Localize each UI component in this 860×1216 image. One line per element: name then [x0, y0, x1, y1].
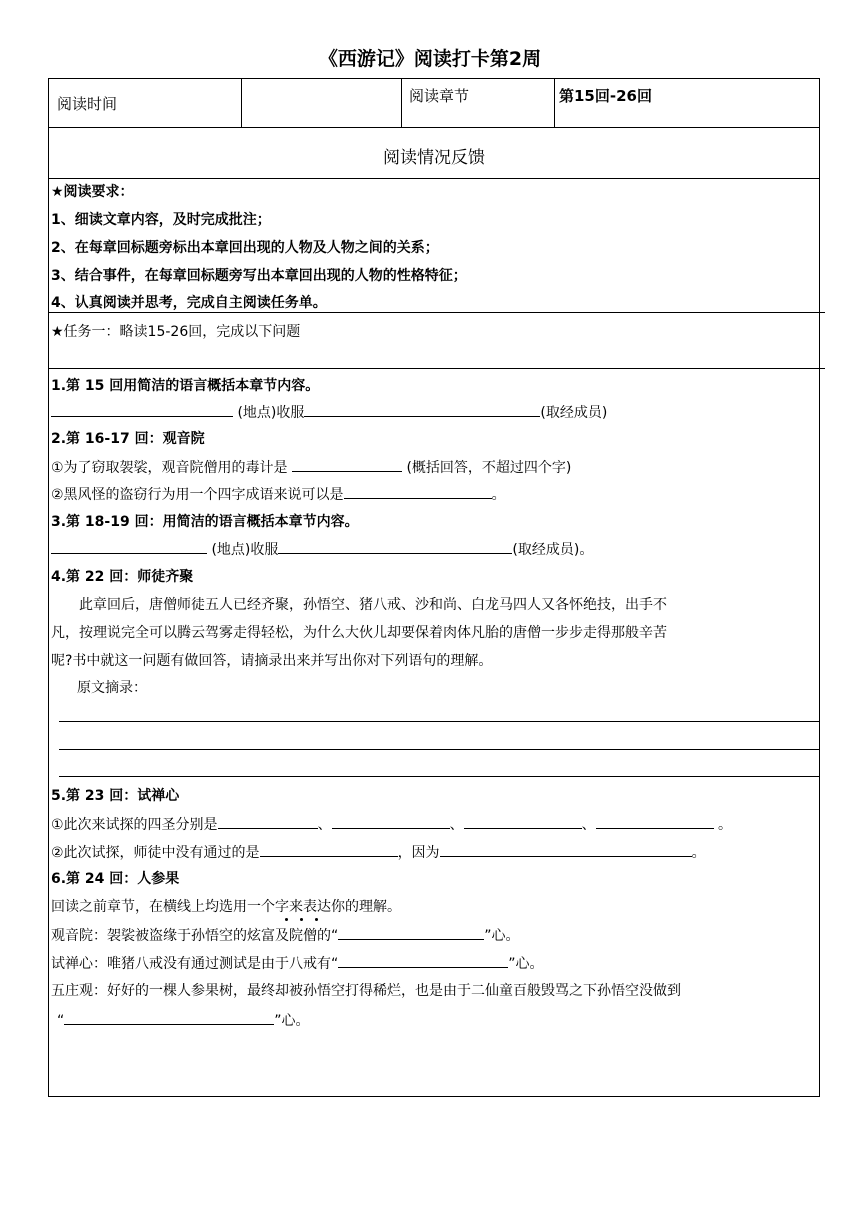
q3-member-blank[interactable] — [278, 539, 512, 554]
q6-line-4: “ ”心。 — [57, 1010, 310, 1031]
q3-answer-line: (地点)收服 (取经成员)。 — [51, 539, 593, 560]
feedback-form — [48, 78, 820, 1097]
q4-excerpt-label: 原文摘录： — [77, 680, 147, 696]
q5-a-blank[interactable] — [596, 814, 714, 829]
section-title: 阅读情况反馈 — [383, 148, 485, 168]
q5-b-reason-blank[interactable] — [440, 842, 692, 857]
divider — [49, 178, 819, 179]
q6-heading: 6.第 24 回：人参果 — [51, 871, 180, 887]
q1-member-blank[interactable] — [304, 402, 540, 417]
q3-heading: 3.第 18-19 回：用简洁的语言概括本章节内容。 — [51, 514, 359, 530]
emphasis-dot — [315, 918, 318, 921]
q6-intro: 回读之前章节，在横线上均选用一个字来表达你的理解。 — [51, 899, 401, 915]
q6-line-1: 观音院：袈裟被盗缘于孙悟空的炫富及院僧的“ ”心。 — [51, 925, 520, 946]
q2-a-blank[interactable] — [292, 457, 402, 472]
q5-a-blank[interactable] — [464, 814, 582, 829]
requirement-item: 2、在每章回标题旁标出本章回出现的人物及人物之间的关系； — [51, 240, 439, 256]
writing-line[interactable] — [59, 776, 819, 777]
divider — [49, 368, 825, 369]
q5-b-blank[interactable] — [260, 842, 398, 857]
divider — [401, 79, 402, 127]
q4-paragraph: 此章回后，唐僧师徒五人已经齐聚，孙悟空、猪八戒、沙和尚、白龙马四人又各怀绝技，出手不 — [79, 597, 667, 613]
divider — [554, 79, 555, 127]
q2-question-b: ②黑风怪的盗窃行为用一个四字成语来说可以是 。 — [51, 484, 506, 505]
q5-a-blank[interactable] — [218, 814, 318, 829]
divider — [49, 312, 825, 313]
chapter-label: 阅读章节 — [409, 87, 470, 105]
q6-line-3: 五庄观：好好的一棵人参果树，最终却被孙悟空打得稀烂，也是由于二仙童百般毁骂之下孙悟空没做到 — [51, 983, 681, 999]
q2-heading: 2.第 16-17 回：观音院 — [51, 431, 205, 447]
q6-line-2: 试禅心：唯猪八戒没有通过测试是由于八戒有“ ”心。 — [51, 953, 544, 974]
writing-line[interactable] — [59, 721, 819, 722]
writing-line[interactable] — [59, 749, 819, 750]
requirement-item: 4、认真阅读并思考，完成自主阅读任务单。 — [51, 295, 327, 311]
q2-question-a: ①为了窃取袈裟，观音院僧用的毒计是 (概括回答，不超过四个字) — [51, 457, 571, 478]
q2-b-blank[interactable] — [344, 484, 492, 499]
requirements-heading: ★阅读要求： — [51, 184, 134, 200]
task1-heading: ★任务一：略读15-26回，完成以下问题 — [51, 324, 301, 340]
emphasis-dot — [300, 918, 303, 921]
q1-place-blank[interactable] — [51, 402, 233, 417]
q5-question-a: ①此次来试探的四圣分别是 、 、 、 。 — [51, 814, 732, 835]
q5-heading: 5.第 23 回：试禅心 — [51, 788, 180, 804]
q5-a-blank[interactable] — [332, 814, 450, 829]
q4-paragraph: 呢?书中就这一问题有做回答，请摘录出来并写出你对下列语句的理解。 — [51, 653, 493, 669]
q6-blank-2[interactable] — [338, 953, 508, 968]
reading-time-label: 阅读时间 — [57, 95, 118, 113]
emphasis-dot — [285, 918, 288, 921]
q1-answer-line: (地点)收服 (取经成员) — [51, 402, 607, 423]
divider — [241, 79, 242, 127]
q6-blank-3[interactable] — [64, 1010, 274, 1025]
q1-heading: 1.第 15 回用简洁的语言概括本章节内容。 — [51, 378, 320, 394]
requirement-item: 1、细读文章内容，及时完成批注； — [51, 212, 271, 228]
requirement-item: 3、结合事件，在每章回标题旁写出本章回出现的人物的性格特征； — [51, 268, 467, 284]
q6-blank-1[interactable] — [338, 925, 484, 940]
q3-place-blank[interactable] — [51, 539, 207, 554]
page-title: 《西游记》阅读打卡第2周 — [318, 48, 542, 70]
reading-time-field[interactable] — [249, 89, 394, 119]
divider — [49, 127, 819, 128]
q4-paragraph: 凡，按理说完全可以腾云驾雾走得轻松，为什么大伙儿却要保着肉体凡胎的唐僧一步步走得那般辛苦 — [51, 625, 667, 641]
chapter-value: 第15回-26回 — [559, 87, 652, 105]
q4-heading: 4.第 22 回：师徒齐聚 — [51, 569, 194, 585]
q5-question-b: ②此次试探，师徒中没有通过的是 ，因为 。 — [51, 842, 706, 863]
